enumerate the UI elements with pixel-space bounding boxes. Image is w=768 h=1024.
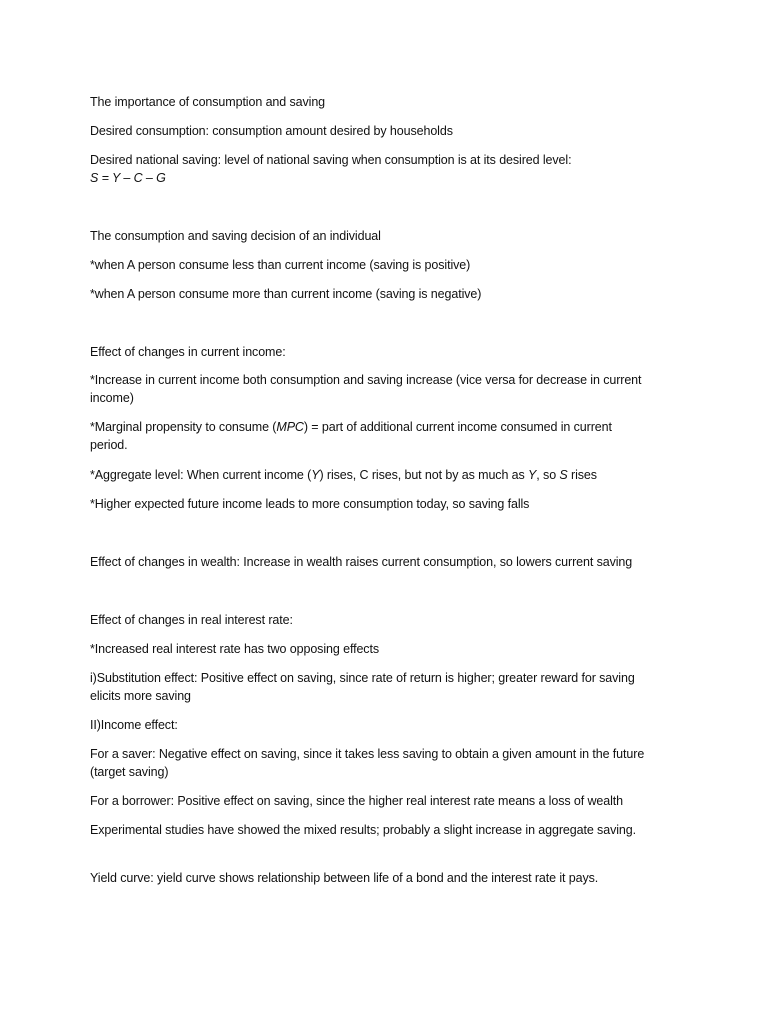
interest-point1: *Increased real interest rate has two opposing effects — [90, 642, 379, 656]
aggregate-y2: Y — [528, 468, 537, 482]
wealth-effect: Effect of changes in wealth: Increase in wealth raises current consumption, so lowers current saving — [90, 555, 633, 569]
saver-effect-line1: For a saver: Negative effect on saving, since it takes less saving to obtain a given amount in the future — [90, 747, 645, 761]
income-point1-line2: income) — [90, 391, 134, 405]
income-point3 — [90, 466, 670, 484]
saver-effect-line2: (target saving) — [90, 765, 169, 779]
yield-curve-definition: Yield curve: yield curve shows relationship between life of a bond and the interest rate it pays. — [90, 871, 599, 885]
borrower-effect: For a borrower: Positive effect on saving, since the higher real interest rate means a loss of wealth — [90, 794, 623, 808]
section-heading-consumption-saving: The importance of consumption and saving — [90, 95, 326, 109]
income-point2-line2: period. — [90, 438, 128, 452]
section-heading-real-interest: Effect of changes in real interest rate: — [90, 613, 293, 627]
desired-saving-definition: Desired national saving: level of national saving when consumption is at its desired level: — [90, 153, 572, 167]
income-effect-heading: II)Income effect: — [90, 718, 178, 732]
aggregate-so: , so — [536, 468, 560, 482]
aggregate-prefix: *Aggregate level: When current income ( — [90, 468, 312, 482]
income-point4: *Higher expected future income leads to more consumption today, so saving falls — [90, 497, 530, 511]
mpc-abbr: MPC — [276, 420, 304, 434]
substitution-effect-line1: i)Substitution effect: Positive effect on saving, since rate of return is higher; greater reward for saving — [90, 671, 635, 685]
section-heading-individual-decision: The consumption and saving decision of an individual — [90, 229, 381, 243]
desired-consumption-definition: Desired consumption: consumption amount desired by households — [90, 124, 453, 138]
aggregate-mid: ) rises, C rises, but not by as much as — [319, 468, 529, 482]
substitution-effect-line2: elicits more saving — [90, 689, 191, 703]
section-heading-current-income: Effect of changes in current income: — [90, 345, 286, 359]
aggregate-end: rises — [567, 468, 597, 482]
experimental-results: Experimental studies have showed the mixed results; probably a slight increase in aggregate saving. — [90, 823, 636, 837]
income-point1-line1: *Increase in current income both consumption and saving increase (vice versa for decrease in current — [90, 373, 642, 387]
mpc-suffix: ) = part of additional current income consumed in current — [303, 420, 612, 434]
individual-point-positive: *when A person consume less than current income (saving is positive) — [90, 258, 471, 272]
mpc-prefix: *Marginal propensity to consume ( — [90, 420, 277, 434]
aggregate-y1: Y — [311, 468, 320, 482]
income-point2-line1 — [90, 418, 670, 436]
individual-point-negative: *when A person consume more than current income (saving is negative) — [90, 287, 482, 301]
saving-formula: S = Y – C – G — [90, 171, 166, 185]
aggregate-s: S — [559, 468, 568, 482]
